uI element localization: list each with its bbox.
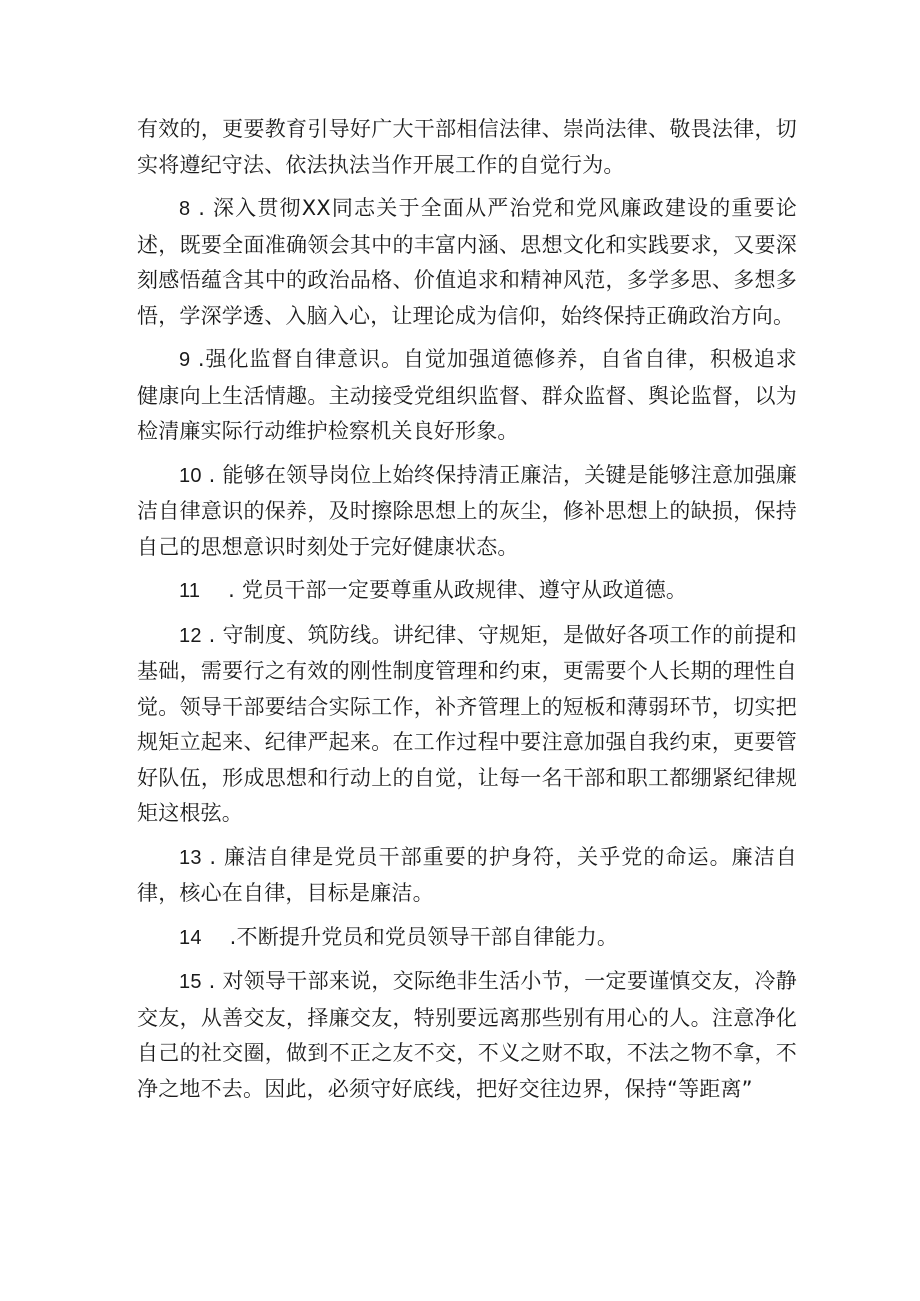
paragraph-text: 有效的，更要教育引导好广大干部相信法律、崇尚法律、敬畏法律，切实将遵纪守法、依法执法当作开展工作的自觉行为。 xyxy=(137,117,797,177)
paragraph-text: . 能够在领导岗位上始终保持清正廉洁，关键是能够注意加强廉洁自律意识的保养，及时擦除思想上的灰尘，修补思想上的缺损，保持自己的思想意识时刻处于完好健康状态。 xyxy=(137,462,797,559)
paragraph-number: 8 xyxy=(179,198,191,220)
paragraph-number: 14 xyxy=(179,926,202,949)
paragraph-15 xyxy=(137,964,797,1107)
paragraph-number: 9 xyxy=(179,349,191,371)
paragraph-number: 15 xyxy=(179,971,202,993)
paragraph-11 xyxy=(137,573,797,610)
paragraph-14 xyxy=(137,920,797,957)
paragraph-8 xyxy=(137,191,797,334)
paragraph-12 xyxy=(137,618,797,832)
paragraph-number: 11 xyxy=(179,580,201,602)
paragraph-text: . 深入贯彻XX同志关于全面从严治党和党风廉政建设的重要论述，既要全面准确领会其中的丰富内涵、思想文化和实践要求，又要深刻感悟蕴含其中的政治品格、价值追求和精神风范，多学多思、多想多悟，学深学透、入脑入心，让理论成为信仰，始终保持正确政治方向。 xyxy=(137,196,797,328)
paragraph-text: . 守制度、筑防线。讲纪律、守规矩，是做好各项工作的前提和基础，需要行之有效的刚性制度管理和约束，更需要个人长期的理性自觉。领导干部要结合实际工作，补齐管理上的短板和薄弱环节，切实把规矩立起来、纪律严起来。在工作过程中要注意加强自我约束，更要管好队伍，形成思想和行动上的自觉，让每一名干部和职工都绷紧纪律规矩这根弦。 xyxy=(137,622,797,825)
paragraph-continued xyxy=(137,112,797,183)
paragraph-13 xyxy=(137,840,797,912)
paragraph-text: . 对领导干部来说，交际绝非生活小节，一定要谨慎交友，冷静交友，从善交友，择廉交友，特别要远离那些别有用心的人。注意净化自己的社交圈，做到不正之友不交，不义之财不取，不法之物不拿，不净之地不去。因此，必须守好底线，把好交往边界，保持“等距离” xyxy=(137,969,797,1101)
paragraph-number: 10 xyxy=(179,464,202,487)
paragraph-9 xyxy=(137,342,797,450)
paragraph-number: 12 xyxy=(179,624,202,647)
paragraph-text: .强化监督自律意识。自觉加强道德修养，自省自律，积极追求健康向上生活情趣。主动接受党组织监督、群众监督、舆论监督，以为检清廉实际行动维护检察机关良好形象。 xyxy=(137,347,797,443)
paragraph-text: . 廉洁自律是党员干部重要的护身符，关乎党的命运。廉洁自律，核心在自律，目标是廉洁。 xyxy=(137,844,797,905)
paragraph-10 xyxy=(137,458,797,566)
paragraph-number: 13 xyxy=(179,846,202,869)
document-body xyxy=(137,112,797,1115)
paragraph-text: .不断提升党员和党员领导干部自律能力。 xyxy=(229,924,619,949)
paragraph-text: . 党员干部一定要尊重从政规律、遵守从政道德。 xyxy=(228,578,688,602)
